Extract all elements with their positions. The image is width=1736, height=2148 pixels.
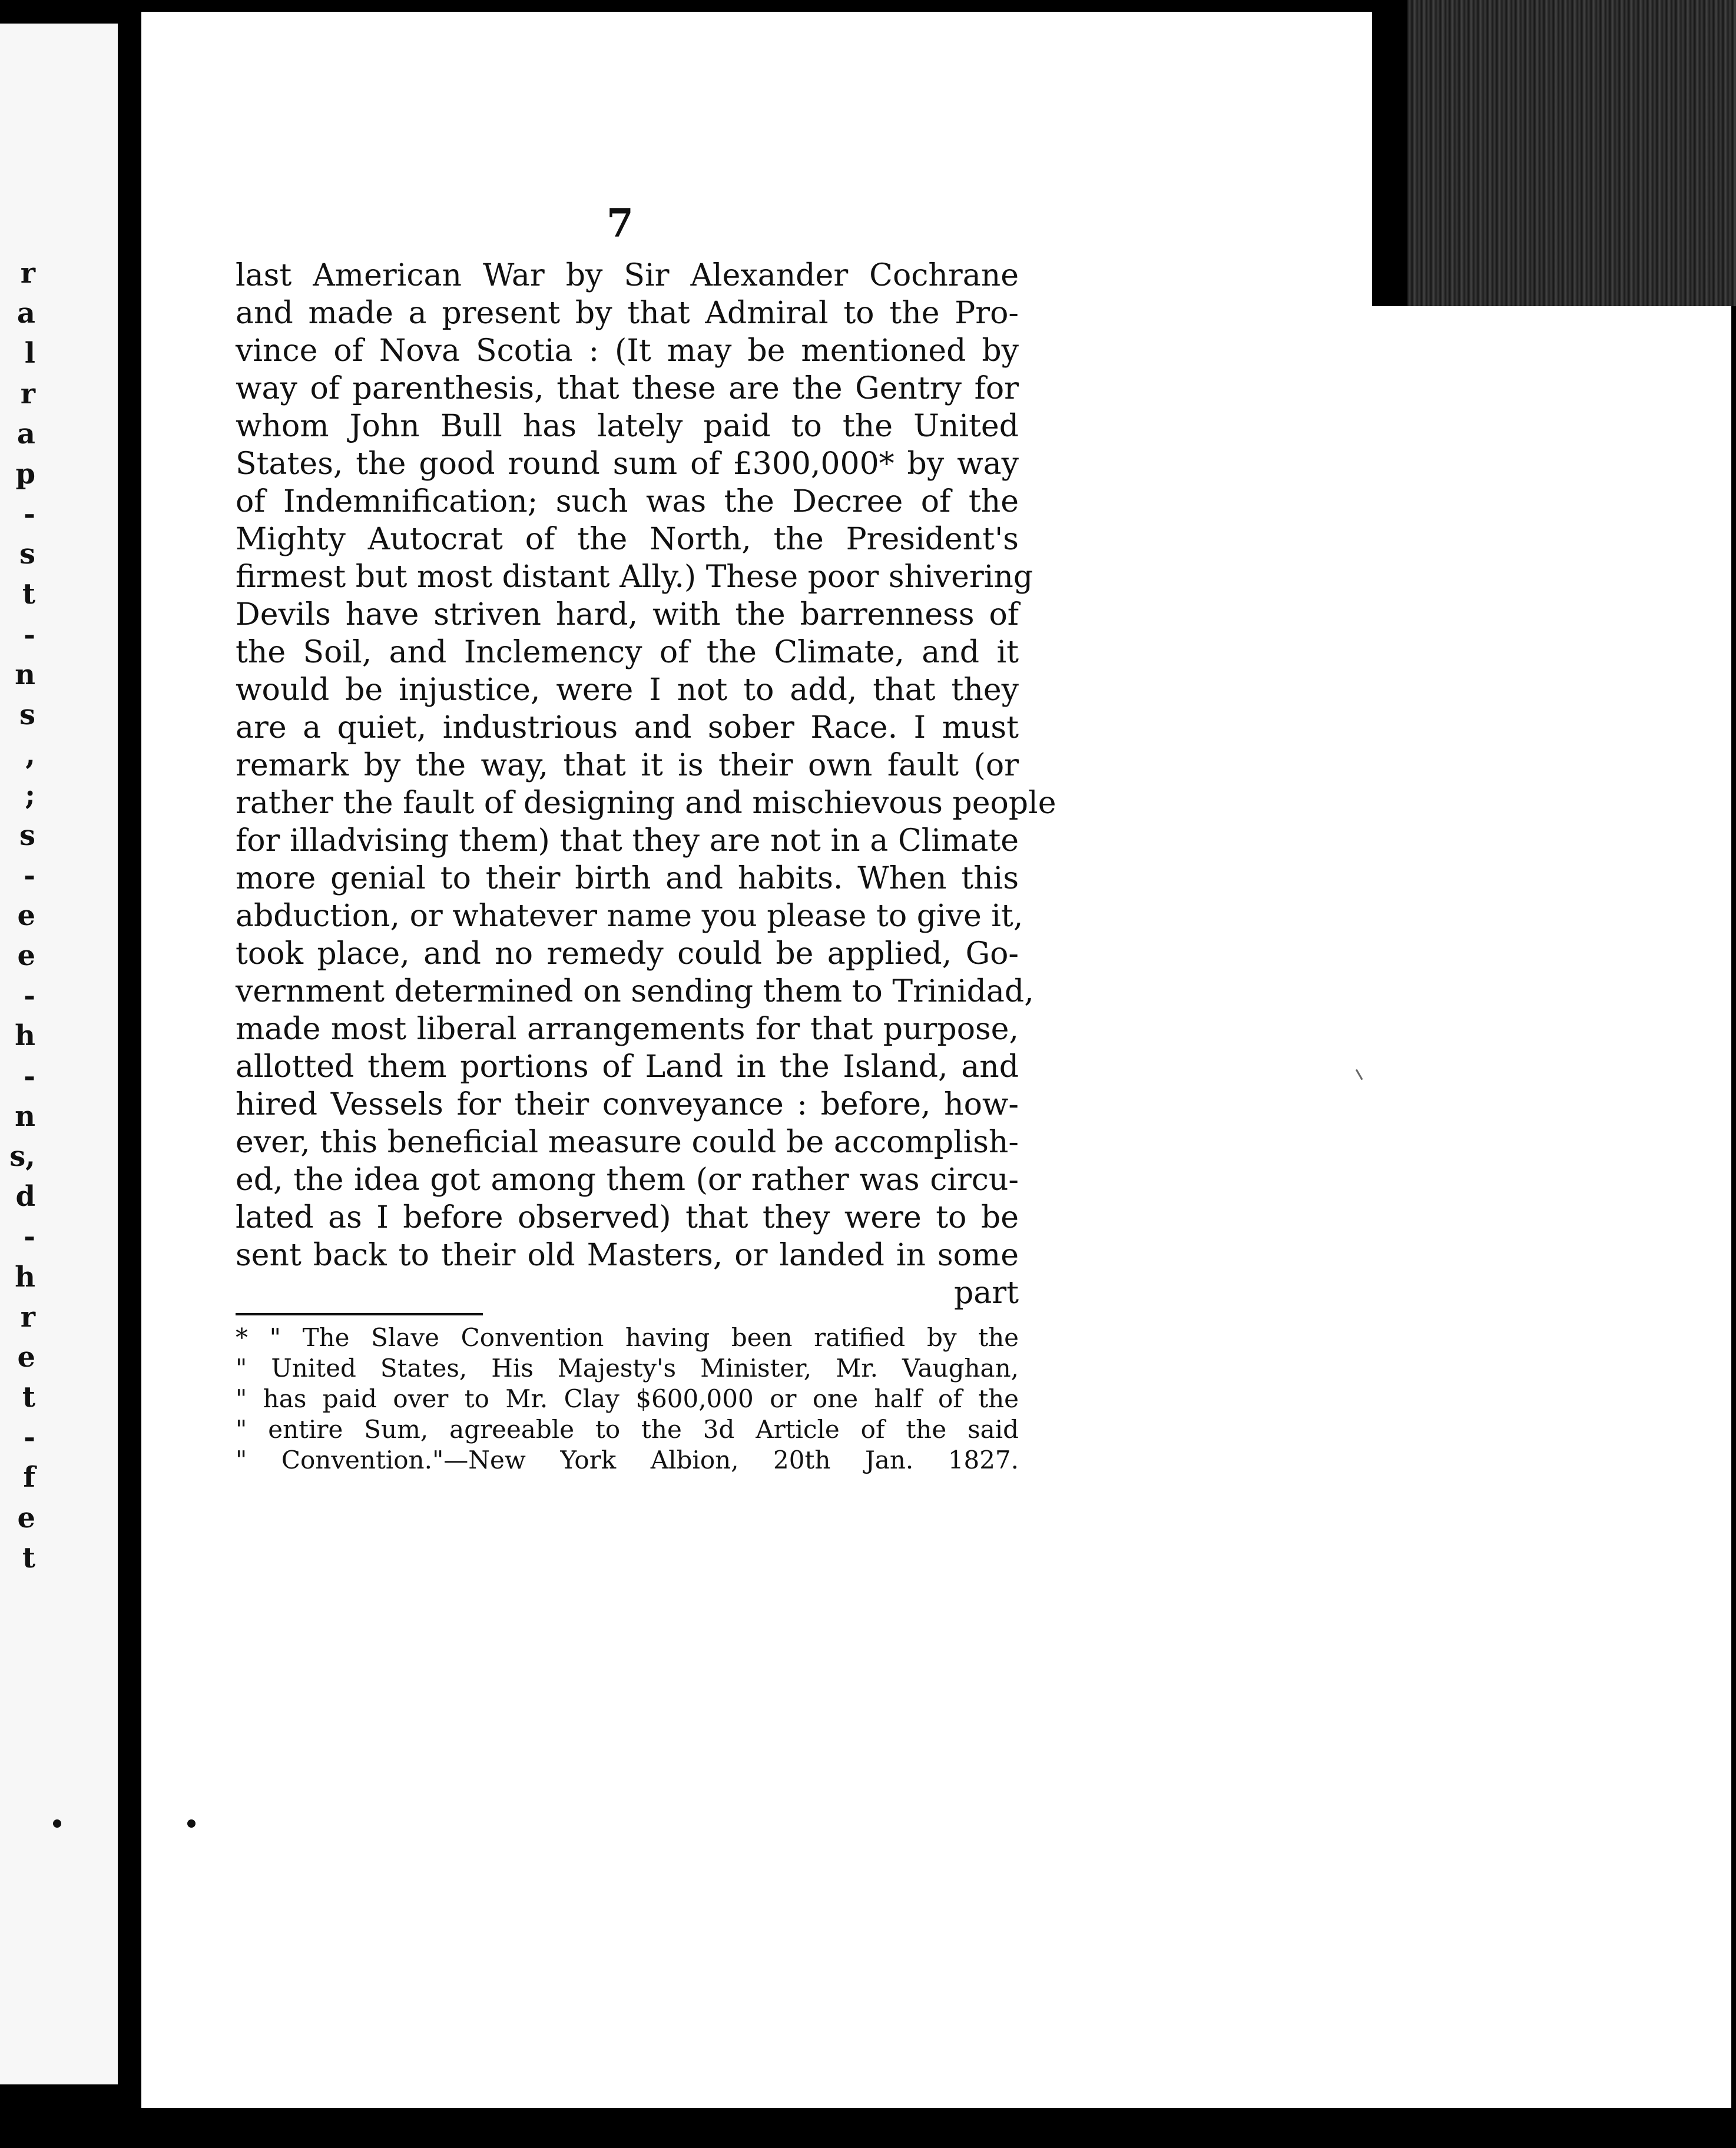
left-page-dot (53, 1819, 61, 1828)
footnote (236, 1322, 1019, 1476)
left-page-fragment-char: a (16, 417, 35, 450)
left-page-fragment-char: e (17, 899, 35, 932)
body-line: and made a present by that Admiral to the Pro- (236, 296, 1019, 331)
left-page-fragment-char: - (24, 498, 35, 531)
left-page-fragment-char: e (17, 1501, 35, 1534)
left-page-fragment-char: s (19, 538, 35, 571)
body-line: more genial to their birth and habits. When this (236, 861, 1019, 896)
body-line: would be injustice, were I not to add, that they (236, 672, 1019, 708)
left-page-fragment-char: s (19, 698, 35, 731)
footnote-line: " Convention."—New York Albion, 20th Jan. 1827. (236, 1446, 1019, 1474)
left-page-fragment-char: t (22, 1381, 35, 1414)
body-line: whom John Bull has lately paid to the United (236, 409, 1019, 444)
body-line: vince of Nova Scotia : (It may be mentioned by (236, 333, 1019, 369)
body-line: abduction, or whatever name you please to give it, (236, 899, 1023, 934)
body-line: Mighty Autocrat of the North, the President's (236, 522, 1019, 557)
left-page-fragment-char: e (17, 939, 35, 972)
left-page-fragment-char: h (15, 1019, 35, 1052)
left-page-fragment-char: p (15, 458, 35, 490)
page-number: 7 (607, 200, 634, 246)
left-page-fragment-char: s, (9, 1140, 35, 1173)
footnote-rule (236, 1313, 483, 1315)
left-page-fragment-char: r (20, 377, 35, 410)
body-line: are a quiet, industrious and sober Race. I must (236, 710, 1019, 745)
left-page-fragment (0, 24, 118, 2084)
next-page-edge (1372, 306, 1731, 2108)
left-page-fragment-char: , (25, 738, 35, 771)
body-line: for illadvising them) that they are not in a Climate (236, 823, 1019, 858)
body-line: last American War by Sir Alexander Cochrane (236, 258, 1019, 293)
body-line: hired Vessels for their conveyance : before, how- (236, 1087, 1019, 1122)
left-page-fragment-char: d (15, 1180, 35, 1213)
left-page-fragment-char: - (24, 1220, 35, 1253)
main-page-dot (187, 1819, 196, 1828)
body-line: Devils have striven hard, with the barrenness of (236, 597, 1019, 632)
footnote-line: " has paid over to Mr. Clay $600,000 or one half of the (236, 1384, 1019, 1413)
left-page-fragment-char: l (24, 337, 35, 370)
body-line: lated as I before observed) that they were to be (236, 1200, 1019, 1235)
left-page-fragment-char: a (16, 297, 35, 330)
left-page-text-fragments (0, 257, 41, 1574)
left-page-fragment-char: - (24, 1421, 35, 1454)
body-text (236, 257, 1056, 1312)
footnote-line: " United States, His Majesty's Minister, Mr. Vaughan, (236, 1354, 1019, 1383)
left-page-fragment-char: f (23, 1461, 35, 1494)
left-page-fragment-char: n (15, 1100, 35, 1133)
body-line: made most liberal arrangements for that purpose, (236, 1012, 1019, 1047)
left-page-fragment-char: e (17, 1341, 35, 1374)
body-line: States, the good round sum of £300,000* by way (236, 446, 1019, 482)
left-page-fragment-char: t (22, 1542, 35, 1574)
body-line: sent back to their old Masters, or landed in some (236, 1238, 1019, 1273)
body-line: firmest but most distant Ally.) These poor shivering (236, 559, 1033, 595)
footnote-line: " entire Sum, agreeable to the 3d Article of the said (236, 1415, 1019, 1444)
left-page-fragment-char: - (24, 979, 35, 1012)
left-page-fragment-char: h (15, 1261, 35, 1294)
body-line: of Indemnification; such was the Decree of the (236, 484, 1019, 519)
left-page-fragment-char: r (20, 257, 35, 290)
left-page-fragment-char: - (24, 859, 35, 892)
body-line: ed, the idea got among them (or rather was circu- (236, 1162, 1019, 1198)
body-line: vernment determined on sending them to Trinidad, (236, 974, 1034, 1009)
body-line: took place, and no remedy could be applied, Go- (236, 936, 1019, 972)
book-spine-edge (1407, 0, 1736, 306)
left-page-fragment-char: s (19, 819, 35, 852)
left-page-fragment-char: - (24, 618, 35, 651)
left-page-fragment-char: ; (25, 778, 35, 811)
body-line: allotted them portions of Land in the Island, and (236, 1049, 1019, 1085)
footnote-line: * " The Slave Convention having been ratified by the (236, 1323, 1019, 1352)
catchword: part (953, 1275, 1019, 1311)
left-page-fragment-char: r (20, 1301, 35, 1334)
body-line: way of parenthesis, that these are the Gentry for (236, 371, 1019, 406)
body-line: ever, this beneficial measure could be accomplish- (236, 1125, 1019, 1160)
body-line: remark by the way, that it is their own fault (or (236, 748, 1019, 783)
left-page-fragment-char: t (22, 578, 35, 611)
left-page-fragment-char: n (15, 658, 35, 691)
body-line: the Soil, and Inclemency of the Climate, and it (236, 635, 1019, 670)
left-page-fragment-char: - (24, 1060, 35, 1093)
body-line: rather the fault of designing and mischievous people (236, 785, 1056, 821)
